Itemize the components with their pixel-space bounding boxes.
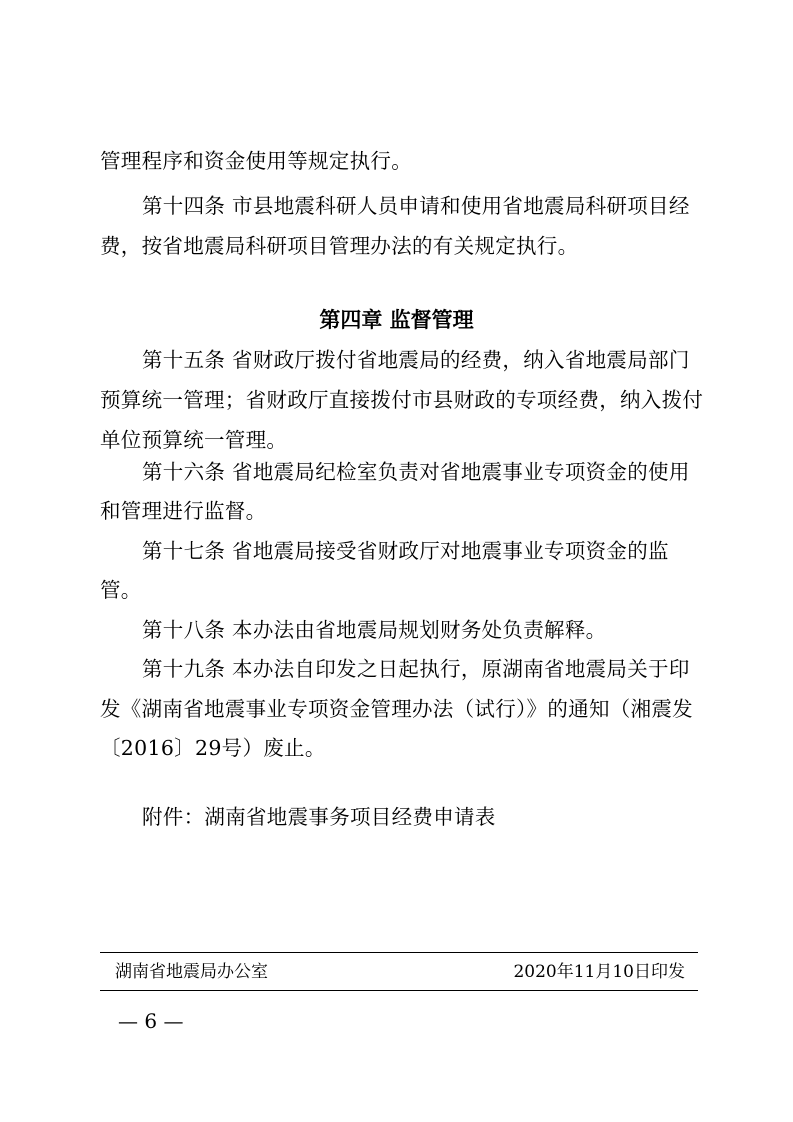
article-16-line-2: 和管理进行监督。	[100, 499, 267, 523]
article-14-line-2: 费，按省地震局科研项目管理办法的有关规定执行。	[100, 234, 579, 258]
article-16-line-1: 第十六条 省地震局纪检室负责对省地震事业专项资金的使用	[142, 460, 690, 484]
article-15-line-2: 预算统一管理；省财政厅直接拨付市县财政的专项经费，纳入拨付	[100, 388, 704, 412]
article-19-line-3: 〔2016〕29号）废止。	[100, 736, 326, 760]
paragraph-line: 管理程序和资金使用等规定执行。	[100, 149, 412, 173]
footer-top-rule	[100, 952, 698, 953]
chapter-heading: 第四章 监督管理	[319, 308, 474, 332]
footer-issuer: 湖南省地震局办公室	[115, 962, 268, 982]
page-number: — 6 —	[118, 1009, 184, 1033]
article-19-line-2: 发《湖南省地震事业专项资金管理办法（试行）》的通知（湘震发	[100, 697, 693, 721]
footer-date: 2020年11月10日印发	[513, 962, 685, 982]
article-15-line-1: 第十五条 省财政厅拨付省地震局的经费，纳入省地震局部门	[142, 348, 690, 372]
article-15-line-3: 单位预算统一管理。	[100, 428, 288, 452]
article-14-line-1: 第十四条 市县地震科研人员申请和使用省地震局科研项目经	[142, 194, 690, 218]
article-17-line-2: 管。	[100, 578, 142, 602]
article-17-line-1: 第十七条 省地震局接受省财政厅对地震事业专项资金的监	[142, 539, 669, 563]
article-18-line: 第十八条 本办法由省地震局规划财务处负责解释。	[142, 618, 607, 642]
article-19-line-1: 第十九条 本办法自印发之日起执行，原湖南省地震局关于印	[142, 657, 690, 681]
footer-bottom-rule	[100, 990, 698, 991]
attachment-line: 附件：湖南省地震事务项目经费申请表	[142, 805, 496, 829]
